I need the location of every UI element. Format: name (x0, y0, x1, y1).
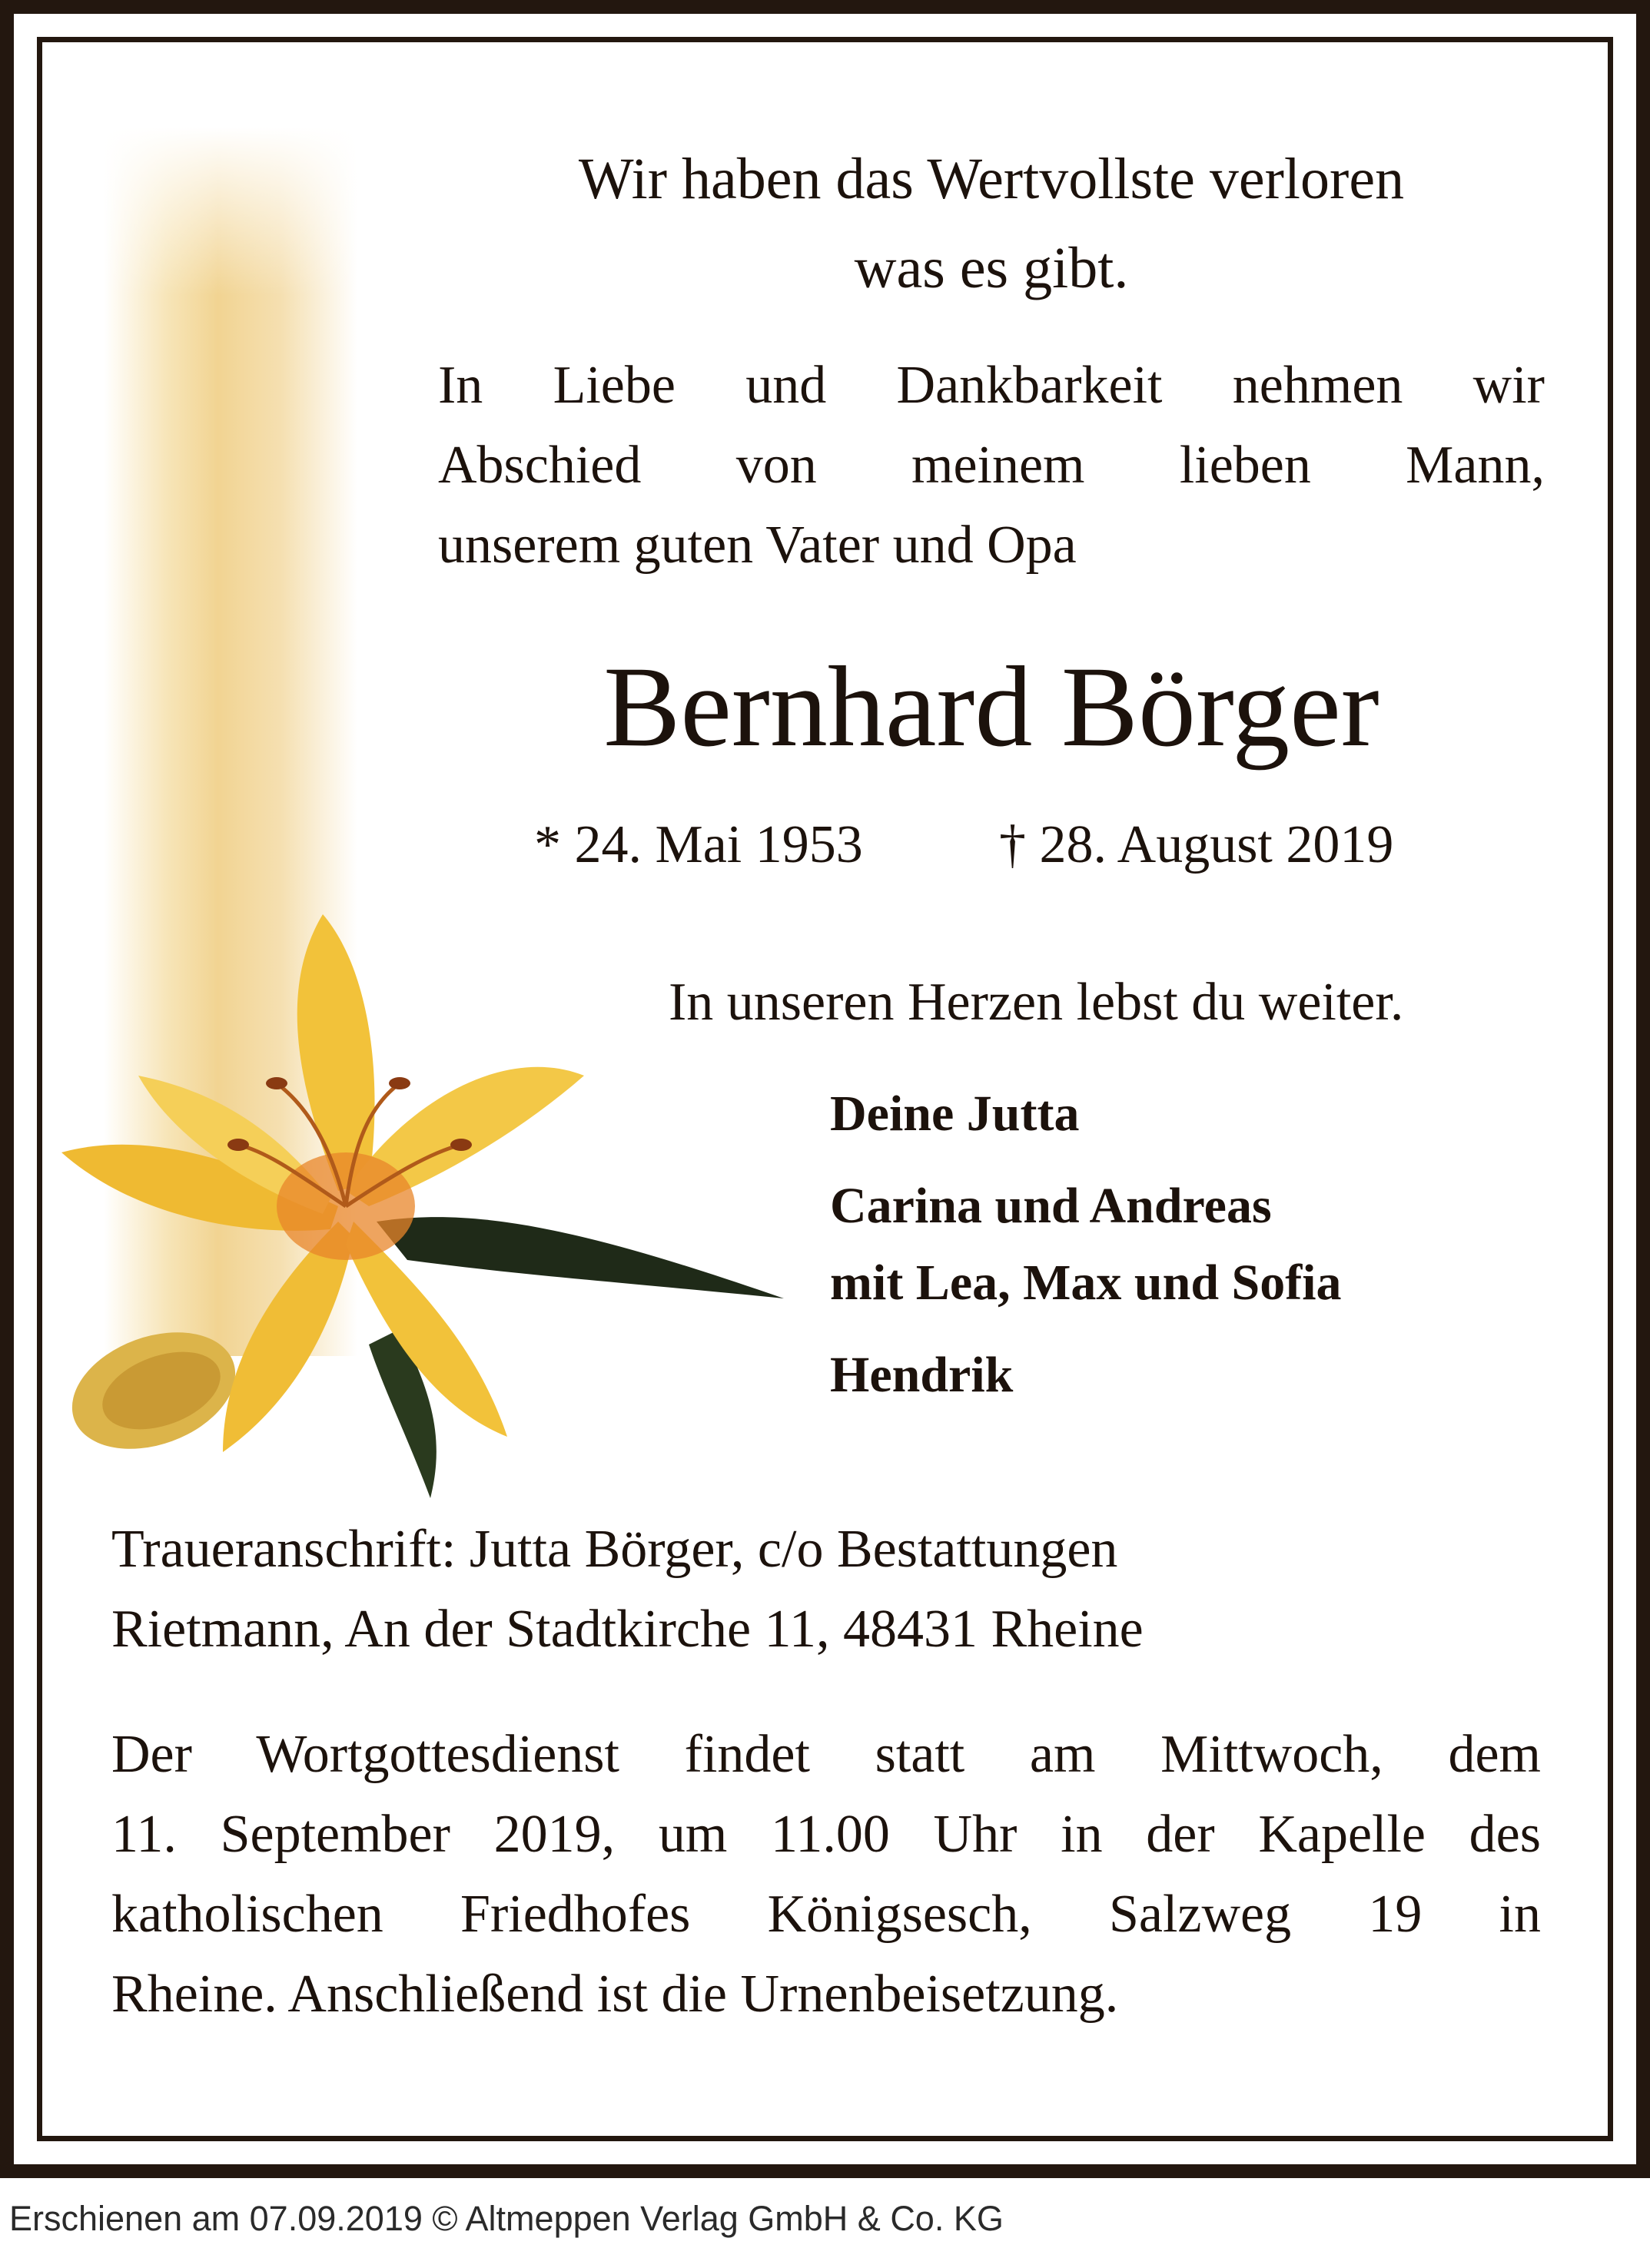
publication-footer: Erschienen am 07.09.2019 © Altmeppen Verlag GmbH & Co. KG (9, 2199, 1004, 2238)
signature-3: mit Lea, Max und Sofia (830, 1255, 1342, 1311)
signature-1: Deine Jutta (830, 1086, 1080, 1142)
service-line-4: Rheine. Anschließend ist die Urnenbeisetzung. (111, 1965, 1119, 2024)
motto-line-1: Wir haben das Wertvollste verloren (578, 147, 1405, 211)
intro-line-2: Abschied von meinem lieben Mann, (438, 436, 1545, 495)
signature-2: Carina und Andreas (830, 1178, 1272, 1234)
motto-line-2: was es gibt. (854, 236, 1129, 300)
address-line-2: Rietmann, An der Stadtkirche 11, 48431 Rheine (111, 1600, 1144, 1659)
closing-line: In unseren Herzen lebst du weiter. (669, 973, 1404, 1032)
service-line-1: Der Wortgottesdienst findet statt am Mittwoch, dem (111, 1725, 1541, 1784)
intro-line-1: In Liebe und Dankbarkeit nehmen wir (438, 356, 1545, 415)
candle-fade (104, 127, 357, 296)
service-line-2: 11. September 2019, um 11.00 Uhr in der Kapelle des (111, 1805, 1541, 1864)
deceased-name: Bernhard Börger (603, 643, 1379, 771)
death-date: † 28. August 2019 (999, 815, 1394, 874)
service-line-3: katholischen Friedhofes Königsesch, Salzweg 19 in (111, 1885, 1541, 1944)
birth-date: * 24. Mai 1953 (534, 815, 863, 874)
signature-4: Hendrik (830, 1347, 1014, 1403)
address-line-1: Traueranschrift: Jutta Börger, c/o Bestattungen (111, 1520, 1118, 1579)
intro-line-3: unserem guten Vater und Opa (438, 516, 1077, 575)
